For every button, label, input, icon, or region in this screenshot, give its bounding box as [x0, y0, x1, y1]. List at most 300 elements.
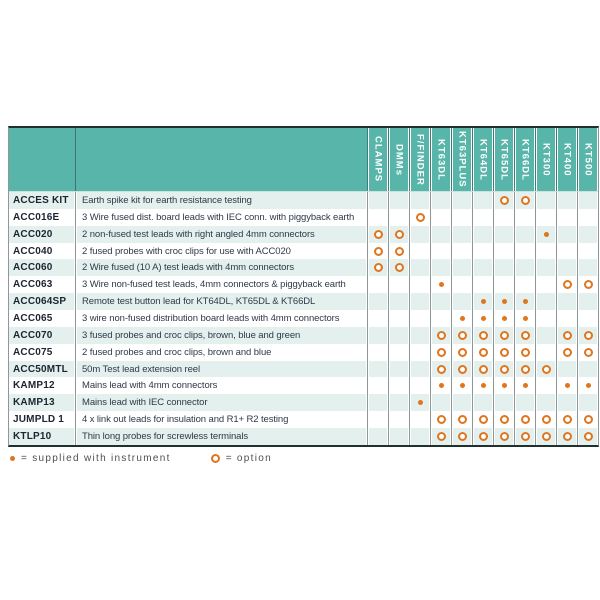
option-ring-icon: [395, 263, 404, 272]
compat-cell-dmms: [388, 259, 409, 276]
compat-cell-kt300: [535, 276, 556, 293]
compat-cell-clamps: [367, 361, 388, 378]
supplied-dot-icon: [523, 383, 528, 388]
option-ring-icon: [521, 415, 530, 424]
product-description: 2 non-fused test leads with right angled 4mm connectors: [75, 226, 367, 243]
compat-cell-kt400: [556, 293, 577, 310]
table-header-row: [9, 128, 598, 192]
option-ring-icon: [500, 348, 509, 357]
column-header-kt66dl: [514, 128, 535, 191]
supplied-dot-icon: [586, 383, 591, 388]
table-row: [9, 344, 598, 361]
option-ring-icon: [563, 432, 572, 441]
supplied-dot-icon: [502, 299, 507, 304]
column-header-dmms: [388, 128, 409, 191]
accessory-compatibility-table: [8, 126, 599, 447]
compat-cell-dmms: [388, 377, 409, 394]
compat-cell-kt66dl: [514, 259, 535, 276]
compat-cell-kt400: [556, 209, 577, 226]
column-header-label: DMMs: [393, 143, 405, 176]
supplied-dot-icon: [460, 316, 465, 321]
compat-cell-kt65dl: [493, 310, 514, 327]
compat-cell-kt500: [577, 293, 598, 310]
compat-cell-f-finder: [409, 327, 430, 344]
option-ring-icon: [437, 365, 446, 374]
legend-option-label: = option: [225, 453, 272, 464]
compat-cell-kt63plus: [451, 428, 472, 445]
option-ring-icon: [479, 348, 488, 357]
compat-cell-kt300: [535, 226, 556, 243]
compat-cell-kt63dl: [430, 344, 451, 361]
compat-cell-kt66dl: [514, 243, 535, 260]
product-description: 3 wire non-fused distribution board leads with 4mm connectors: [75, 310, 367, 327]
compat-cell-kt300: [535, 310, 556, 327]
compat-cell-kt63plus: [451, 243, 472, 260]
compat-cell-kt65dl: [493, 361, 514, 378]
product-code: ACC064SP: [9, 293, 75, 310]
table-row: [9, 276, 598, 293]
compat-cell-kt500: [577, 377, 598, 394]
compat-cell-clamps: [367, 310, 388, 327]
option-ring-icon: [437, 432, 446, 441]
compat-cell-f-finder: [409, 428, 430, 445]
option-ring-icon: [563, 280, 572, 289]
compat-cell-kt66dl: [514, 344, 535, 361]
compat-cell-kt400: [556, 276, 577, 293]
product-description: Mains lead with IEC connector: [75, 394, 367, 411]
column-header-label: KT64DL: [477, 138, 489, 181]
compat-cell-f-finder: [409, 310, 430, 327]
compat-cell-kt63plus: [451, 377, 472, 394]
table-row: [9, 259, 598, 276]
column-header-kt500: [577, 128, 598, 191]
compat-cell-f-finder: [409, 259, 430, 276]
product-code: ACCES KIT: [9, 192, 75, 209]
compat-cell-kt300: [535, 327, 556, 344]
compat-cell-kt63dl: [430, 209, 451, 226]
compat-cell-clamps: [367, 411, 388, 428]
product-description: 3 Wire fused dist. board leads with IEC conn. with piggyback earth: [75, 209, 367, 226]
compat-cell-clamps: [367, 344, 388, 361]
compat-cell-kt400: [556, 411, 577, 428]
option-ring-icon: [458, 331, 467, 340]
option-ring-icon: [374, 247, 383, 256]
compat-cell-clamps: [367, 192, 388, 209]
compat-cell-kt66dl: [514, 327, 535, 344]
supplied-dot-icon: [481, 383, 486, 388]
column-header-label: KT400: [561, 142, 573, 177]
table-row: [9, 293, 598, 310]
compat-cell-dmms: [388, 310, 409, 327]
option-ring-icon: [563, 415, 572, 424]
compat-cell-kt65dl: [493, 226, 514, 243]
option-ring-icon: [395, 230, 404, 239]
compat-cell-kt66dl: [514, 293, 535, 310]
compat-cell-kt500: [577, 276, 598, 293]
compat-cell-kt64dl: [472, 344, 493, 361]
supplied-dot-icon: [544, 232, 549, 237]
table-row: [9, 209, 598, 226]
compat-cell-kt300: [535, 394, 556, 411]
compat-cell-kt63plus: [451, 293, 472, 310]
compat-cell-kt64dl: [472, 192, 493, 209]
compat-cell-dmms: [388, 276, 409, 293]
product-code: ACC50MTL: [9, 361, 75, 378]
compat-cell-kt300: [535, 411, 556, 428]
compat-cell-kt400: [556, 394, 577, 411]
compat-cell-kt63dl: [430, 293, 451, 310]
legend-supplied: [10, 453, 171, 464]
product-description: Earth spike kit for earth resistance testing: [75, 192, 367, 209]
column-header-f-finder: [409, 128, 430, 191]
product-description: 2 Wire fused (10 A) test leads with 4mm connectors: [75, 259, 367, 276]
compat-cell-f-finder: [409, 243, 430, 260]
compat-cell-kt500: [577, 361, 598, 378]
legend-option: [211, 453, 272, 464]
option-ring-icon: [500, 415, 509, 424]
option-ring-icon: [584, 331, 593, 340]
compat-cell-clamps: [367, 259, 388, 276]
compat-cell-f-finder: [409, 411, 430, 428]
compat-cell-clamps: [367, 209, 388, 226]
option-ring-icon: [374, 263, 383, 272]
supplied-dot-icon: [481, 316, 486, 321]
compat-cell-kt63dl: [430, 428, 451, 445]
compat-cell-dmms: [388, 293, 409, 310]
supplied-dot-icon: [523, 299, 528, 304]
compat-cell-kt500: [577, 411, 598, 428]
column-header-kt300: [535, 128, 556, 191]
compat-cell-kt66dl: [514, 226, 535, 243]
compat-cell-kt300: [535, 209, 556, 226]
compat-cell-f-finder: [409, 192, 430, 209]
compat-cell-kt65dl: [493, 344, 514, 361]
compat-cell-dmms: [388, 243, 409, 260]
compat-cell-kt500: [577, 394, 598, 411]
supplied-dot-icon: [460, 383, 465, 388]
product-description: 3 fused probes and croc clips, brown, blue and green: [75, 327, 367, 344]
compat-cell-clamps: [367, 293, 388, 310]
column-header-kt400: [556, 128, 577, 191]
product-code: JUMPLD 1: [9, 411, 75, 428]
column-header-label: KT300: [540, 142, 552, 177]
compat-cell-kt63dl: [430, 394, 451, 411]
column-header-label: KT66DL: [519, 138, 531, 181]
table-row: [9, 394, 598, 411]
option-ring-icon: [542, 415, 551, 424]
compat-cell-kt64dl: [472, 243, 493, 260]
compat-cell-kt65dl: [493, 428, 514, 445]
compat-cell-kt64dl: [472, 259, 493, 276]
column-header-label: F/FINDER: [414, 133, 426, 186]
compat-cell-dmms: [388, 344, 409, 361]
option-ring-icon: [479, 331, 488, 340]
compat-cell-kt65dl: [493, 327, 514, 344]
table-row: [9, 243, 598, 260]
product-code: KTLP10: [9, 428, 75, 445]
compat-cell-kt63plus: [451, 310, 472, 327]
compat-cell-kt300: [535, 361, 556, 378]
header-product-column: [9, 128, 75, 191]
compat-cell-kt400: [556, 226, 577, 243]
compat-cell-kt500: [577, 344, 598, 361]
compat-cell-kt66dl: [514, 377, 535, 394]
compat-cell-dmms: [388, 428, 409, 445]
compat-cell-kt400: [556, 344, 577, 361]
compat-cell-kt64dl: [472, 394, 493, 411]
compat-cell-f-finder: [409, 209, 430, 226]
compat-cell-kt66dl: [514, 192, 535, 209]
compat-cell-kt63dl: [430, 192, 451, 209]
supplied-dot-icon: [439, 383, 444, 388]
column-header-kt63dl: [430, 128, 451, 191]
product-description: 50m Test lead extension reel: [75, 361, 367, 378]
compat-cell-f-finder: [409, 377, 430, 394]
product-code: ACC020: [9, 226, 75, 243]
option-ring-icon: [521, 432, 530, 441]
option-ring-icon: [500, 365, 509, 374]
compat-cell-kt63dl: [430, 226, 451, 243]
compat-cell-dmms: [388, 226, 409, 243]
compat-cell-f-finder: [409, 394, 430, 411]
compat-cell-kt65dl: [493, 192, 514, 209]
product-description: Remote test button lead for KT64DL, KT65DL & KT66DL: [75, 293, 367, 310]
product-code: KAMP12: [9, 377, 75, 394]
compat-cell-clamps: [367, 377, 388, 394]
column-header-kt65dl: [493, 128, 514, 191]
compat-cell-kt63dl: [430, 327, 451, 344]
option-ring-icon: [500, 196, 509, 205]
compat-cell-kt500: [577, 226, 598, 243]
option-ring-icon: [458, 432, 467, 441]
supplied-dot-icon: [565, 383, 570, 388]
product-code: ACC016E: [9, 209, 75, 226]
compat-cell-dmms: [388, 209, 409, 226]
compat-cell-kt63plus: [451, 192, 472, 209]
option-ring-icon: [458, 415, 467, 424]
option-ring-icon: [500, 331, 509, 340]
compat-cell-dmms: [388, 192, 409, 209]
supplied-dot-icon: [439, 282, 444, 287]
column-header-label: CLAMPS: [372, 136, 384, 183]
compat-cell-kt500: [577, 310, 598, 327]
supplied-dot-icon: [523, 316, 528, 321]
compat-cell-kt400: [556, 361, 577, 378]
table-row: [9, 226, 598, 243]
option-ring-icon: [521, 196, 530, 205]
compat-cell-kt300: [535, 293, 556, 310]
compat-cell-f-finder: [409, 226, 430, 243]
compat-cell-kt500: [577, 243, 598, 260]
product-description: Thin long probes for screwless terminals: [75, 428, 367, 445]
compat-cell-kt65dl: [493, 243, 514, 260]
compat-cell-clamps: [367, 394, 388, 411]
compat-cell-kt66dl: [514, 310, 535, 327]
compat-cell-kt500: [577, 327, 598, 344]
compat-cell-kt63dl: [430, 276, 451, 293]
product-code: ACC070: [9, 327, 75, 344]
compat-cell-kt64dl: [472, 293, 493, 310]
option-ring-icon: [500, 432, 509, 441]
option-ring-icon: [563, 348, 572, 357]
compat-cell-kt63plus: [451, 226, 472, 243]
compat-cell-kt64dl: [472, 226, 493, 243]
compat-cell-clamps: [367, 243, 388, 260]
column-header-label: KT65DL: [498, 138, 510, 181]
product-code: ACC060: [9, 259, 75, 276]
compat-cell-f-finder: [409, 276, 430, 293]
product-description: 2 fused probes with croc clips for use with ACC020: [75, 243, 367, 260]
compat-cell-kt300: [535, 259, 556, 276]
column-header-label: KT63PLUS: [456, 131, 468, 188]
product-description: Mains lead with 4mm connectors: [75, 377, 367, 394]
table-row: [9, 192, 598, 209]
option-ring-icon: [521, 365, 530, 374]
compat-cell-f-finder: [409, 361, 430, 378]
option-ring-icon: [374, 230, 383, 239]
supplied-dot-icon: [502, 316, 507, 321]
compat-cell-kt63dl: [430, 411, 451, 428]
product-description: 4 x link out leads for insulation and R1+ R2 testing: [75, 411, 367, 428]
table-body: [9, 192, 598, 445]
compat-cell-kt500: [577, 209, 598, 226]
compat-cell-kt400: [556, 192, 577, 209]
compat-cell-f-finder: [409, 293, 430, 310]
supplied-dot-icon: [502, 383, 507, 388]
compat-cell-kt63plus: [451, 276, 472, 293]
compat-cell-kt66dl: [514, 209, 535, 226]
compat-cell-kt63dl: [430, 377, 451, 394]
option-ring-icon: [479, 415, 488, 424]
compat-cell-kt63dl: [430, 361, 451, 378]
option-ring-icon: [416, 213, 425, 222]
compat-cell-dmms: [388, 361, 409, 378]
option-ring-icon: [458, 365, 467, 374]
compat-cell-kt64dl: [472, 361, 493, 378]
column-header-kt63plus: [451, 128, 472, 191]
compat-cell-f-finder: [409, 344, 430, 361]
product-description: 3 Wire non-fused test leads, 4mm connectors & piggyback earth: [75, 276, 367, 293]
supplied-dot-icon: [418, 400, 423, 405]
compat-cell-kt63dl: [430, 310, 451, 327]
product-code: ACC063: [9, 276, 75, 293]
compat-cell-kt63plus: [451, 327, 472, 344]
table-row: [9, 310, 598, 327]
compat-cell-kt64dl: [472, 209, 493, 226]
option-ring-icon: [458, 348, 467, 357]
compat-cell-clamps: [367, 428, 388, 445]
compat-cell-dmms: [388, 327, 409, 344]
option-ring-icon: [584, 280, 593, 289]
compat-cell-kt400: [556, 243, 577, 260]
compat-cell-kt66dl: [514, 428, 535, 445]
compat-cell-kt300: [535, 377, 556, 394]
compat-cell-kt63plus: [451, 209, 472, 226]
compat-cell-kt66dl: [514, 361, 535, 378]
option-ring-icon: [584, 348, 593, 357]
compat-cell-kt63plus: [451, 361, 472, 378]
compat-cell-dmms: [388, 411, 409, 428]
option-ring-icon: [521, 348, 530, 357]
compat-cell-kt400: [556, 428, 577, 445]
table-row: [9, 327, 598, 344]
column-header-clamps: [367, 128, 388, 191]
compat-cell-clamps: [367, 276, 388, 293]
option-ring-icon: [437, 415, 446, 424]
column-header-label: KT500: [582, 142, 594, 177]
table-row: [9, 411, 598, 428]
legend: [10, 453, 272, 464]
compat-cell-kt63dl: [430, 259, 451, 276]
column-header-label: KT63DL: [435, 138, 447, 181]
compat-cell-kt63dl: [430, 243, 451, 260]
compat-cell-kt500: [577, 192, 598, 209]
product-code: ACC065: [9, 310, 75, 327]
header-description-column: [75, 128, 367, 191]
option-ring-icon: [563, 331, 572, 340]
compat-cell-kt400: [556, 259, 577, 276]
option-ring-icon: [211, 454, 220, 463]
compat-cell-kt300: [535, 243, 556, 260]
option-ring-icon: [395, 247, 404, 256]
supplied-dot-icon: [481, 299, 486, 304]
option-ring-icon: [437, 331, 446, 340]
option-ring-icon: [584, 432, 593, 441]
product-code: ACC075: [9, 344, 75, 361]
option-ring-icon: [437, 348, 446, 357]
compat-cell-kt400: [556, 377, 577, 394]
compat-cell-clamps: [367, 226, 388, 243]
compat-cell-clamps: [367, 327, 388, 344]
compat-cell-kt65dl: [493, 209, 514, 226]
compat-cell-kt64dl: [472, 411, 493, 428]
supplied-dot-icon: [10, 456, 15, 461]
option-ring-icon: [479, 432, 488, 441]
compat-cell-kt300: [535, 192, 556, 209]
compat-cell-dmms: [388, 394, 409, 411]
compat-cell-kt64dl: [472, 377, 493, 394]
product-code: ACC040: [9, 243, 75, 260]
compat-cell-kt300: [535, 428, 556, 445]
compat-cell-kt65dl: [493, 377, 514, 394]
legend-supplied-label: = supplied with instrument: [21, 453, 171, 464]
table-row: [9, 428, 598, 445]
table-row: [9, 377, 598, 394]
compat-cell-kt66dl: [514, 411, 535, 428]
compat-cell-kt65dl: [493, 276, 514, 293]
compat-cell-kt65dl: [493, 411, 514, 428]
compat-cell-kt400: [556, 310, 577, 327]
compat-cell-kt63plus: [451, 344, 472, 361]
compat-cell-kt64dl: [472, 276, 493, 293]
option-ring-icon: [542, 432, 551, 441]
compat-cell-kt65dl: [493, 293, 514, 310]
compat-cell-kt63plus: [451, 394, 472, 411]
compat-cell-kt66dl: [514, 394, 535, 411]
compat-cell-kt64dl: [472, 310, 493, 327]
compat-cell-kt63plus: [451, 411, 472, 428]
option-ring-icon: [584, 415, 593, 424]
compat-cell-kt64dl: [472, 327, 493, 344]
column-header-kt64dl: [472, 128, 493, 191]
product-code: KAMP13: [9, 394, 75, 411]
option-ring-icon: [479, 365, 488, 374]
compat-cell-kt500: [577, 259, 598, 276]
compat-cell-kt64dl: [472, 428, 493, 445]
option-ring-icon: [542, 365, 551, 374]
compat-cell-kt300: [535, 344, 556, 361]
compat-cell-kt500: [577, 428, 598, 445]
